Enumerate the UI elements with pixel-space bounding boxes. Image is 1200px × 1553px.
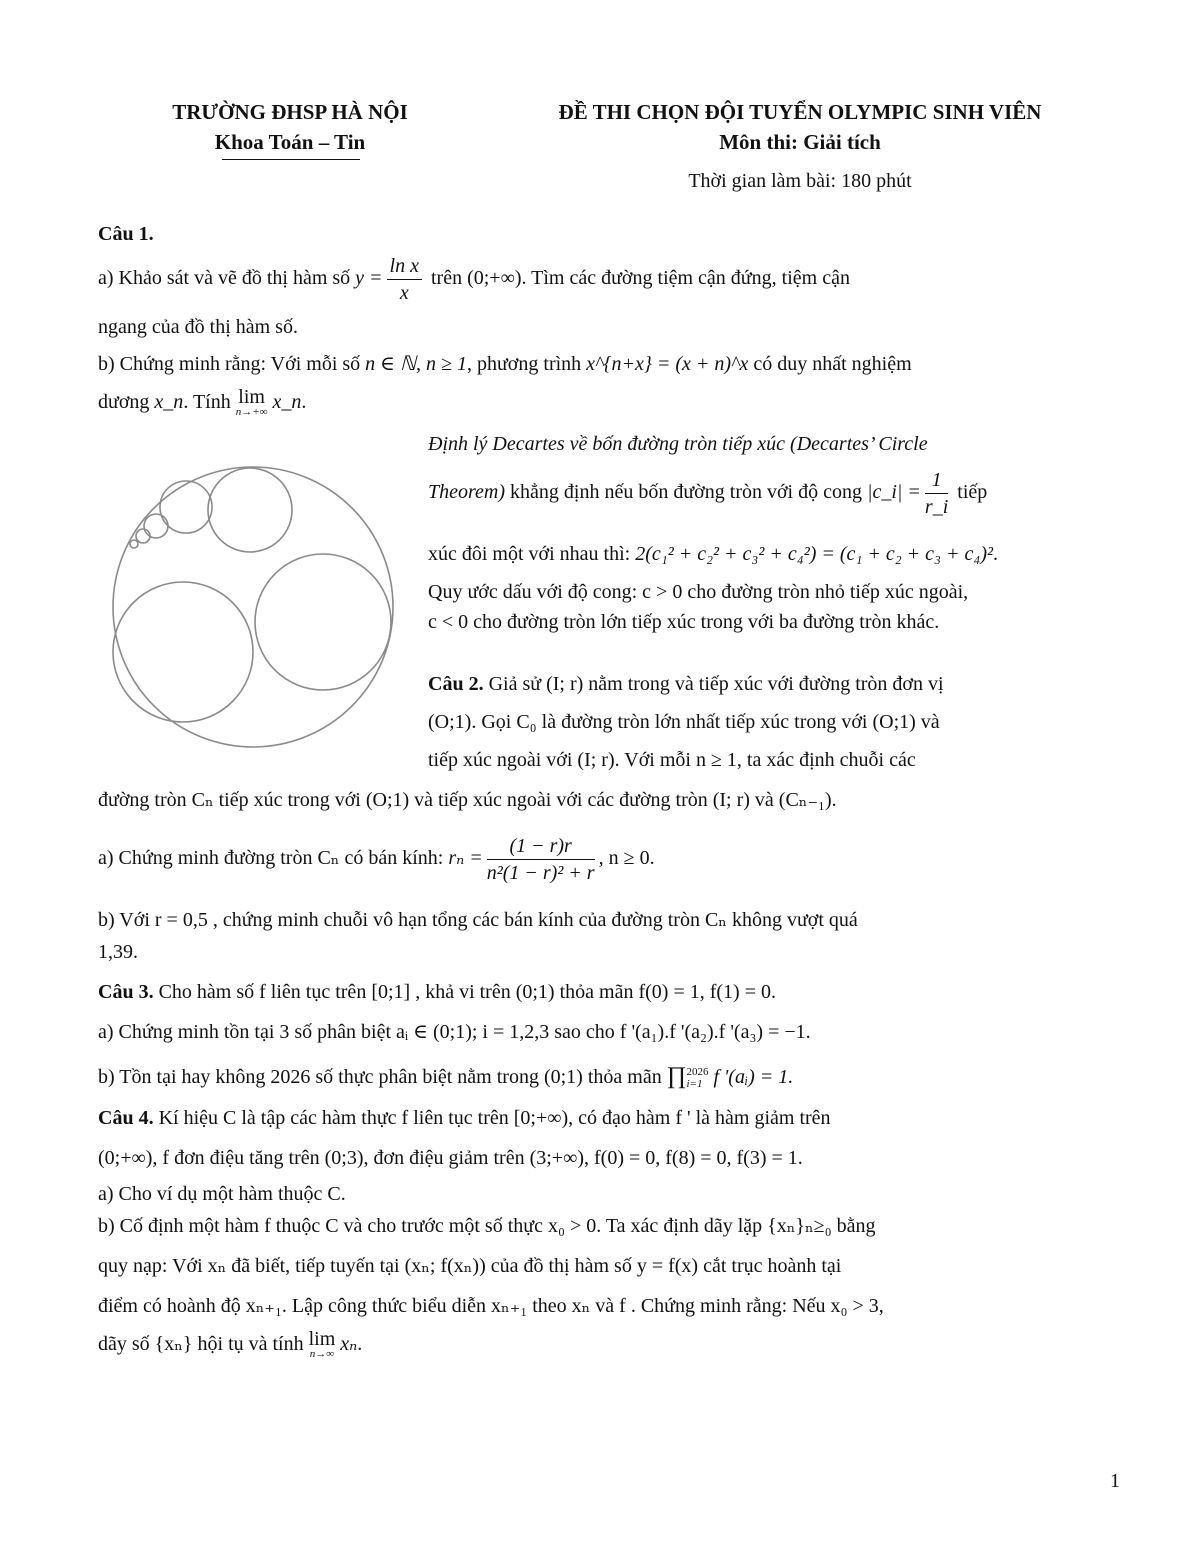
q1-part-a-line2: ngang của đồ thị hàm số. [98,316,298,338]
q1-part-a-line1: a) Khảo sát và vẽ đồ thị hàm số y = $\frac{\text{ln x}}{x}$ trên (0;+∞). Tìm các đường tiệm cận đứng, tiệm cận [98,254,850,304]
q2-line2: (O;1). Gọi C₀ là đường tròn lớn nhất tiếp xúc trong với (O;1) và [428,711,940,733]
decartes-line4: Quy ước dấu với độ cong: c > 0 cho đường tròn nhỏ tiếp xúc ngoài, [428,581,969,603]
q1-part-b-line1: b) Chứng minh rằng: Với mỗi số n ∈ ℕ, n ≥ 1, phương trình x^{n+x} = (x + n)^x có duy nhất nghiệm [98,353,912,375]
exam-title: ĐỀ THI CHỌN ĐỘI TUYỂN OLYMPIC SINH VIÊN [558,100,1042,124]
q3-line1: Câu 3. Cho hàm số f liên tục trên [0;1] , khả vi trên (0;1) thỏa mãn f(0) = 1, f(1) = 0. [98,981,776,1003]
small-circle-2 [144,514,168,538]
q4-part-b-line2: quy nạp: Với xₙ đã biết, tiếp tuyến tại (xₙ; f(xₙ)) của đồ thị hàm số y = f(x) cắt trục hoành tại [98,1255,842,1277]
q2-part-a: a) Chứng minh đường tròn Cₙ có bán kính: rₙ = $\frac{(1 - r)r}{\text{n²(1 − r)² + r}}$ , n ≥ 0. [98,834,655,884]
q2-part-b-line2: 1,39. [98,941,138,963]
page-number: 1 [1110,1470,1120,1492]
right-large-circle [255,554,391,690]
decartes-line5: c < 0 cho đường tròn lớn tiếp xúc trong với ba đường tròn khác. [428,611,940,633]
exam-subject: Môn thi: Giải tích [719,130,881,154]
q1-part-b-line2: dương x_n. Tính lim n→+∞ x_n. [98,386,307,418]
outer-circle [113,467,393,747]
school-name: TRƯỜNG ĐHSP HÀ NỘI [172,100,408,124]
decartes-line2: Theorem) khẳng định nếu bốn đường tròn với độ cong |c_i| = $\frac{1}{r\_i}$ tiếp [428,468,988,518]
faculty-name: Khoa Toán – Tin [214,130,366,154]
left-large-circle [113,582,253,722]
decartes-line3: xúc đôi một với nhau thì: 2(c₁² + c₂² + c₃² + c₄²) = (c₁ + c₂ + c₃ + c₄)². [428,543,998,565]
q3-part-a: a) Chứng minh tồn tại 3 số phân biệt aᵢ ∈ (0;1); i = 1,2,3 sao cho f '(a₁).f '(a₂).f '(a₃) = −1. [98,1021,811,1043]
descartes-circles-figure [108,462,398,752]
q4-part-b-line4: dãy số {xₙ} hội tụ và tính lim n→∞ xₙ. [98,1328,363,1360]
q4-part-b-line1: b) Cố định một hàm f thuộc C và cho trước một số thực x₀ > 0. Ta xác định dãy lặp {xₙ}ₙ≥₀ bằng [98,1215,876,1237]
header-underline [222,159,360,160]
q2-line1: Câu 2. Giả sử (I; r) nằm trong và tiếp xúc với đường tròn đơn vị [428,673,944,695]
exam-duration: Thời gian làm bài: 180 phút [688,170,912,192]
q2-part-b-line1: b) Với r = 0,5 , chứng minh chuỗi vô hạn tổng các bán kính của đường tròn Cₙ không vượt quá [98,909,858,931]
q3-part-b: b) Tồn tại hay không 2026 số thực phân biệt nằm trong (0;1) thỏa mãn ∏ 2026 i=1 f '(aᵢ) = 1. [98,1063,794,1091]
small-circle-4 [130,540,138,548]
top-medium-circle [208,468,292,552]
q2-line3: tiếp xúc ngoài với (I; r). Với mỗi n ≥ 1, ta xác định chuỗi các [428,749,916,771]
q4-line1: Câu 4. Kí hiệu C là tập các hàm thực f liên tục trên [0;+∞), có đạo hàm f ' là hàm giảm trên [98,1107,831,1129]
q4-part-a: a) Cho ví dụ một hàm thuộc C. [98,1183,346,1205]
q2-line4: đường tròn Cₙ tiếp xúc trong với (O;1) và tiếp xúc ngoài với các đường tròn (I; r) và (Cₙ₋₁). [98,789,837,811]
q4-line2: (0;+∞), f đơn điệu tăng trên (0;3), đơn điệu giảm trên (3;+∞), f(0) = 0, f(8) = 0, f(3) = 1. [98,1147,803,1169]
q1-heading: Câu 1. [98,223,154,245]
small-circle-3 [136,529,150,543]
q4-part-b-line3: điểm có hoành độ xₙ₊₁. Lập công thức biểu diễn xₙ₊₁ theo xₙ và f . Chứng minh rằng: Nếu x₀ > 3, [98,1295,884,1317]
decartes-line1: Định lý Decartes về bốn đường tròn tiếp xúc (Decartes’ Circle [428,433,928,455]
